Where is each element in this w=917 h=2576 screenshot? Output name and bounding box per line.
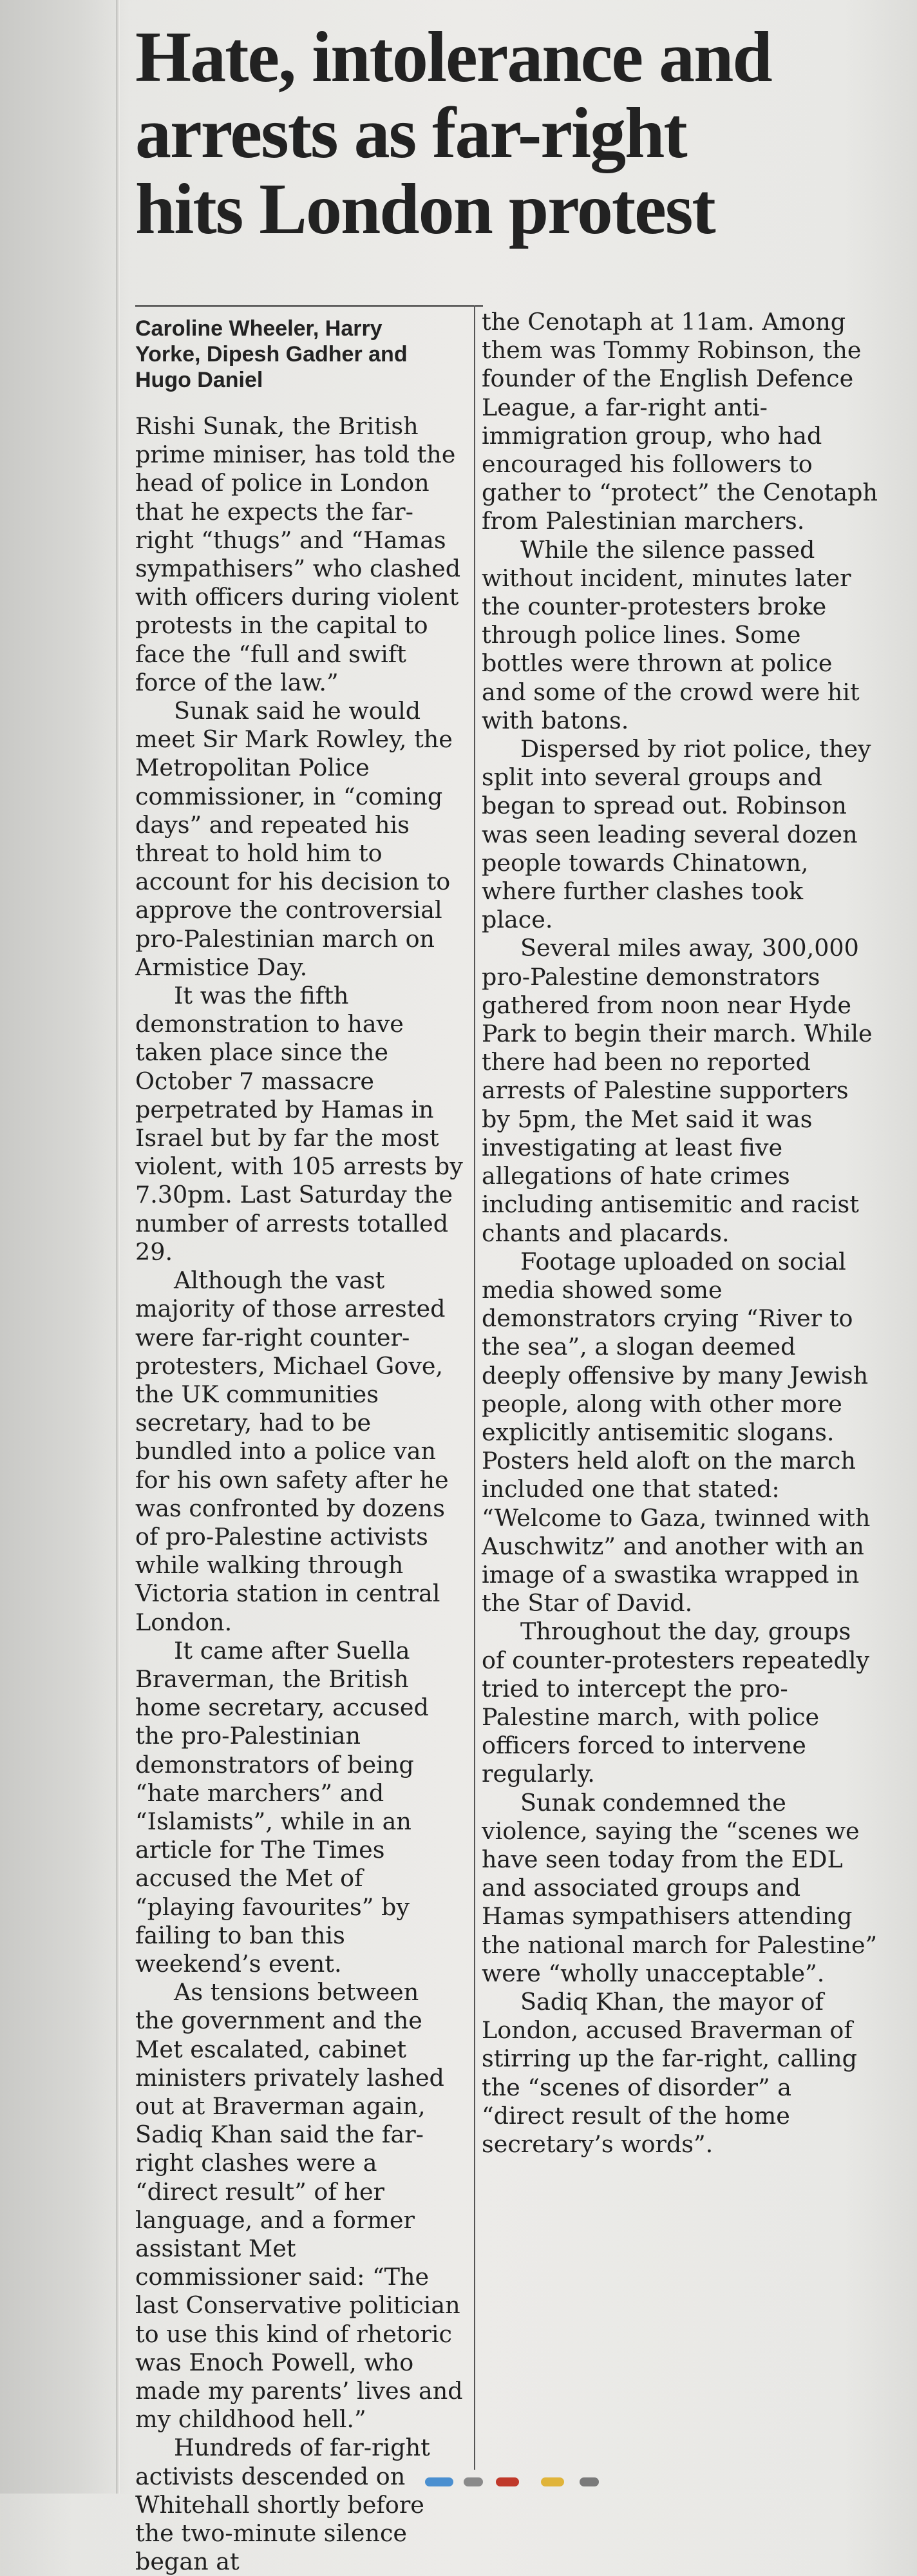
byline-line-1: Caroline Wheeler, Harry (135, 316, 383, 341)
paragraph: Although the vast majority of those arrested were far-right counter-protesters, Michael Gove, the UK communities secretary, had to be bundled into a police van for his own safety after he was confronted by dozens of pro-Palestine activists while walking through Victoria station in central London. (135, 1266, 449, 1636)
paragraph: Throughout the day, groups of counter-protesters repeatedly tried to intercept the pro-Palestine march, with police officers forced to intervene regularly. (482, 1617, 870, 1788)
headline-line-1: Hate, intolerance and (135, 17, 771, 97)
background-bleed-through (6, 0, 109, 2494)
paragraph: As tensions between the government and the Met escalated, cabinet ministers privately lashed out at Braverman again, Sadiq Khan said the far-right clashes were a “direct result” of her language, and a former assistant Met commissioner said: “The last Conservative politician to use this kind of rhetoric was Enoch Powell, who made my parents’ lives and my childhood hell.” (135, 1978, 463, 2434)
paragraph: Dispersed by riot police, they split into several groups and began to spread out. Robinson was seen leading several dozen people towards Chinatown, where further clashes took place. (482, 735, 871, 934)
paragraph: Footage uploaded on social media showed some demonstrators crying “River to the sea”, a slogan deemed deeply offensive by many Jewish people, along with other more explicitly antisemitic slogans. Posters held aloft on the march included one that stated: “Welcome to Gaza, twinned with Auschwitz” and another with an image of a swastika wrapped in the Star of David. (482, 1247, 871, 1617)
headline-line-3: hits London protest (135, 169, 715, 249)
paragraph: Hundreds of far-right activists descended on Whitehall shortly before the two-minute silence began at (135, 2434, 430, 2576)
paragraph: Sunak said he would meet Sir Mark Rowley, the Metropolitan Police commissioner, in “coming days” and repeated his threat to hold him to account for his decision to approve the controversial pro-Palestinian march on Armistice Day. (135, 697, 453, 981)
paragraph: Rishi Sunak, the British prime miniser, has told the head of police in London that he expects the far-right “thugs” and “Hamas sympathisers” who clashed with officers during violent protests in the capital to face the “full and swift force of the law.” (135, 412, 461, 696)
article-column-2 (482, 308, 881, 2159)
headline-line-2: arrests as far-right (135, 93, 686, 173)
colour-mark (580, 2477, 599, 2486)
paragraph: Sunak condemned the violence, saying the “scenes we have seen today from the EDL and associated groups and Hamas sympathisers attending the national march for Palestine” were “wholly unacceptable”. (482, 1788, 878, 1987)
colour-mark (464, 2477, 483, 2486)
paragraph: Several miles away, 300,000 pro-Palestine demonstrators gathered from noon near Hyde Park to begin their march. While there had been no reported arrests of Palestine supporters by 5pm, the Met said it was investigating at least five allegations of hate crimes including antisemitic and racist chants and placards. (482, 934, 873, 1247)
paragraph: Sadiq Khan, the mayor of London, accused Braverman of stirring up the far-right, calling the “scenes of disorder” a “direct result of the home secretary’s words”. (482, 1987, 857, 2158)
colour-mark (425, 2477, 453, 2486)
paper-edge (116, 0, 120, 2494)
byline-line-3: Hugo Daniel (135, 368, 263, 392)
byline-line-2: Yorke, Dipesh Gadher and (135, 342, 408, 367)
paragraph: It came after Suella Braverman, the British home secretary, accused the pro-Palestinian demonstrators of being “hate marchers” and “Islamists”, while in an article for The Times accused the Met of “playing favourites” by failing to ban this weekend’s event. (135, 1636, 429, 1978)
page-bottom-colour-marks (0, 2472, 917, 2494)
paragraph: the Cenotaph at 11am. Among them was Tommy Robinson, the founder of the English Defence League, a far-right anti-immigration group, who had encouraged his followers to gather to “protect” the Cenotaph from Palestinian marchers. (482, 308, 878, 535)
headline (135, 19, 863, 247)
paragraph: It was the fifth demonstration to have taken place since the October 7 massacre perpetrated by Hamas in Israel but by far the most violent, with 105 arrests by 7.30pm. Last Saturday the number of arrests totalled 29. (135, 982, 463, 1266)
colour-mark (541, 2477, 564, 2486)
paragraph: While the silence passed without incident, minutes later the counter-protesters broke through police lines. Some bottles were thrown at police and some of the crowd were hit with batons. (482, 535, 860, 734)
article-column-1 (135, 412, 464, 2576)
column-divider (474, 305, 475, 2470)
byline-rule (135, 305, 483, 307)
colour-mark (496, 2477, 519, 2486)
byline (135, 316, 457, 393)
